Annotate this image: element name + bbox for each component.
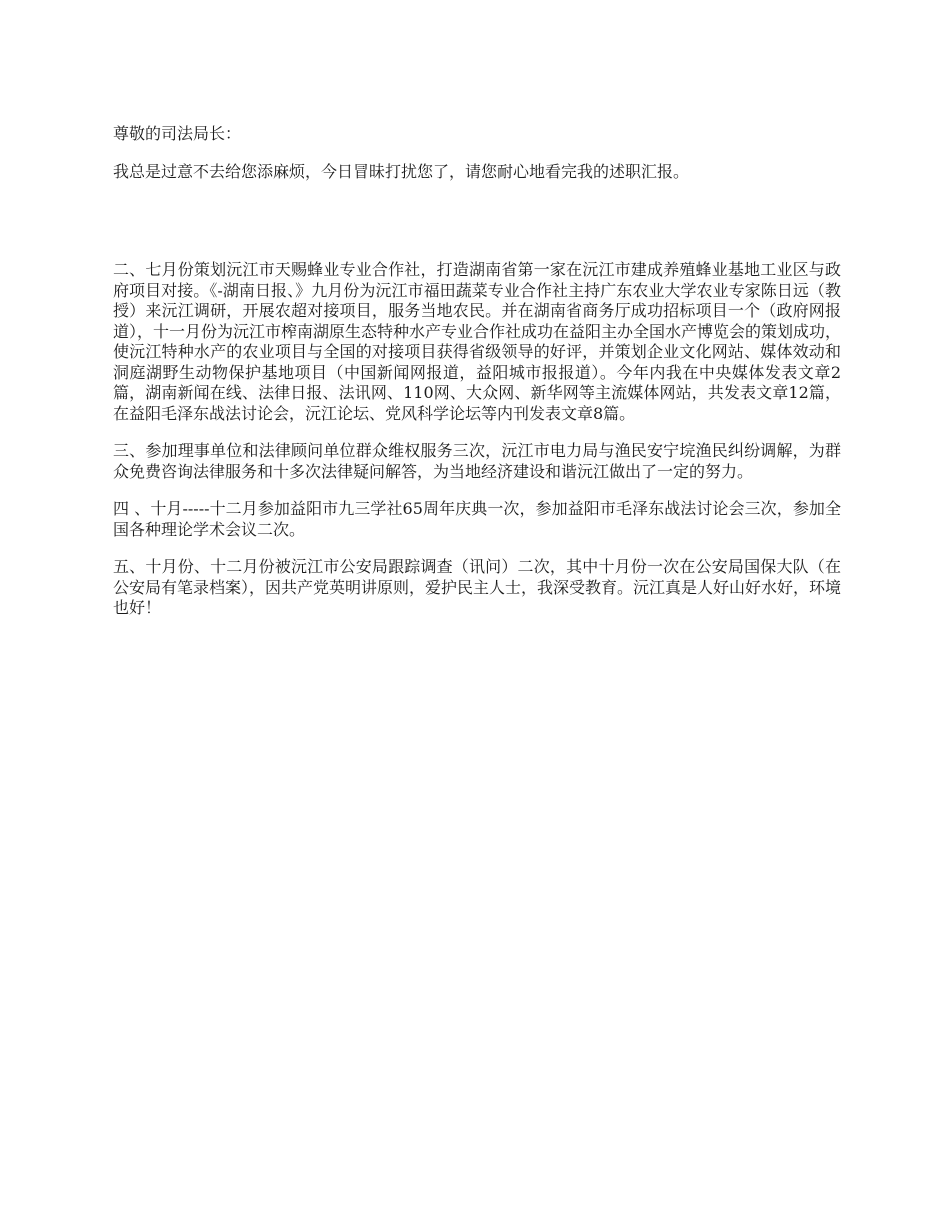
paragraph-item-3: 三、参加理事单位和法律顾问单位群众维权服务三次，沅江市电力局与渔民安宁垸渔民纠纷调解，为群众免费咨询法律服务和十多次法律疑问解答，为当地经济建设和谐沅江做出了一定的努力。 (113, 441, 841, 481)
paragraph-item-4: 四 、十月-----十二月参加益阳市九三学社65周年庆典一次，参加益阳市毛泽东战法讨论会三次，参加全国各种理论学术会议二次。 (113, 499, 841, 539)
document-body (113, 124, 841, 636)
paragraph-item-5: 五、十月份、十二月份被沅江市公安局跟踪调查（讯问）二次，其中十月份一次在公安局国保大队（在公安局有笔录档案），因共产党英明讲原则，爱护民主人士，我深受教育。沅江真是人好山好水好，环境也好！ (113, 557, 842, 617)
salutation: 尊敬的司法局长： (113, 124, 242, 143)
paragraph-item-2: 二、七月份策划沅江市天赐蜂业专业合作社，打造湖南省第一家在沅江市建成养殖蜂业基地工业区与政府项目对接。《-湖南日报、》九月份为沅江市福田蔬菜专业合作社主持广东农业大学农业专家陈日远（教授）来沅江调研，开展农超对接项目，服务当地农民。并在湖南省商务厅成功招标项目一个（政府网报道），十一月份为沅江市榨南湖原生态特种水产专业合作社成功在益阳主办全国水产博览会的策划成功，使沅江特种水产的农业项目与全国的对接项目获得省级领导的好评，并策划企业文化网站、媒体效动和洞庭湖野生动物保护基地项目（中国新闻网报道，益阳城市报报道）。今年内我在中央媒体发表文章2篇，湖南新闻在线、法律日报、法讯网、110网、大众网、新华网等主流媒体网站，共发表文章12篇，在益阳毛泽东战法讨论会，沅江论坛、党风科学论坛等内刊发表文章8篇。 (113, 260, 842, 423)
intro-paragraph: 我总是过意不去给您添麻烦，今日冒昧打扰您了，请您耐心地看完我的述职汇报。 (113, 161, 690, 181)
